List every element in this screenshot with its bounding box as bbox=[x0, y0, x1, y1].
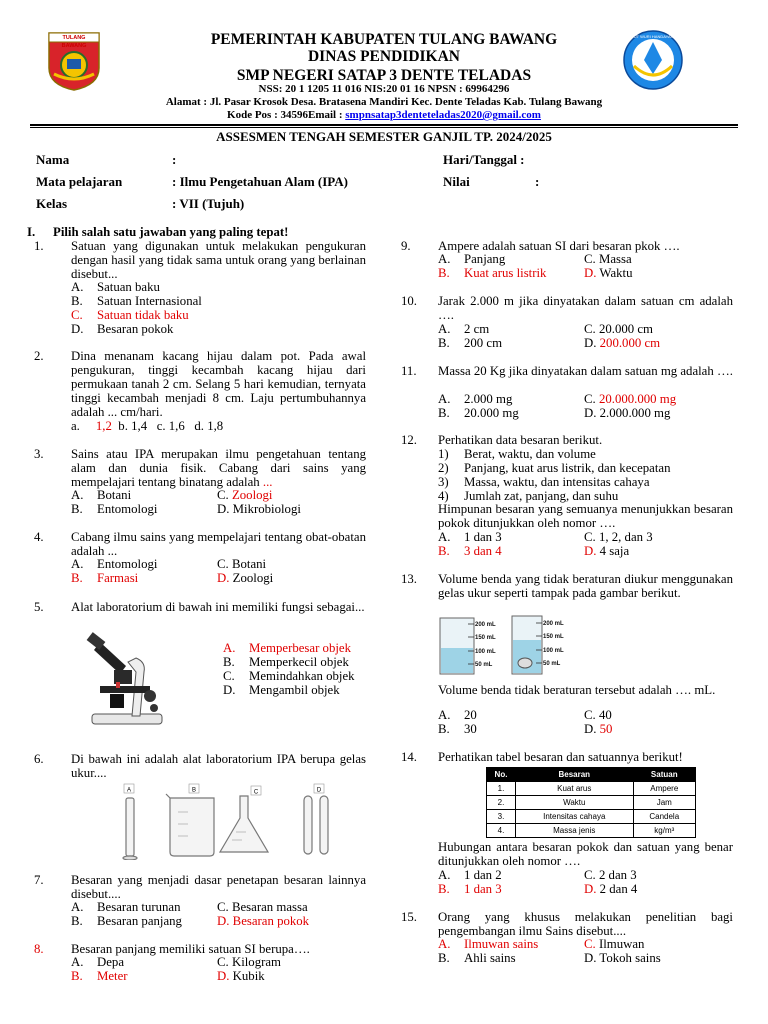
table-header: No. Besaran Satuan bbox=[487, 768, 696, 782]
question-text: Di bawah ini adalah alat laboratorium IPA berupa gelas ukur.... bbox=[71, 752, 366, 780]
q13-option-c[interactable]: C. 40 bbox=[584, 708, 612, 722]
q7-option-c[interactable]: C. Besaran massa bbox=[217, 900, 308, 914]
q2-options bbox=[71, 419, 223, 433]
glassware-label-a: A bbox=[126, 787, 132, 794]
q5-option-a[interactable]: A. Memperbesar objek bbox=[223, 641, 351, 655]
q10-option-c[interactable]: C. 20.000 cm bbox=[584, 322, 653, 336]
q13-prompt: Volume benda tidak beraturan tersebut adalah …. mL. bbox=[438, 683, 716, 697]
q5-option-d[interactable]: D. Mengambil objek bbox=[223, 683, 340, 697]
cylinder2-mark-200: 200 mL bbox=[543, 621, 564, 627]
q14-option-c[interactable]: C. 2 dan 3 bbox=[584, 868, 637, 882]
q4-option-b[interactable]: B. Farmasi bbox=[71, 571, 139, 585]
header-address: Alamat : Jl. Pasar Krosok Desa. Bratasena Mandiri Kec. Dente Teladas Kab. Tulang Bawang bbox=[165, 96, 603, 108]
q15-option-a[interactable]: A. Ilmuwan sains bbox=[438, 937, 539, 951]
q12-item-3: 3) Massa, waktu, dan intensitas cahaya bbox=[438, 475, 650, 489]
cylinder1-mark-200: 200 mL bbox=[475, 622, 496, 628]
q12-option-c[interactable]: C. 1, 2, dan 3 bbox=[584, 530, 653, 544]
cylinder2-mark-50: 50 mL bbox=[543, 661, 561, 667]
question-text: Cabang ilmu sains yang mempelajari tentang obat-obatan adalah ... bbox=[71, 530, 366, 558]
q11-option-c[interactable]: C. 20.000.000 mg bbox=[584, 392, 677, 406]
header-school: SMP NEGERI SATAP 3 DENTE TELADAS bbox=[236, 67, 532, 84]
header-contact bbox=[0, 109, 768, 122]
section-instruction: Pilih salah satu jawaban yang paling tepat! bbox=[53, 225, 289, 239]
table-row: 4. Massa jenis kg/m³ bbox=[487, 824, 696, 838]
q12-option-b[interactable]: B. 3 dan 4 bbox=[438, 544, 502, 558]
cylinder2-mark-150: 150 mL bbox=[543, 634, 564, 640]
q10-option-a[interactable]: A. 2 cm bbox=[438, 322, 490, 336]
question-text: Dina menanam kacang hijau dalam pot. Pada awal pengukuran, tinggi kecambah kacang hijau dari permukaan tanah 2 cm. Selang 5 hari kemudian, ternyata tinggi kecambah menjadi 8 cm. Laju pertumbuhannya adalah ... cm/hari. bbox=[71, 349, 366, 419]
q10-option-b[interactable]: B. 200 cm bbox=[438, 336, 503, 350]
cylinder1-mark-150: 150 mL bbox=[475, 635, 496, 641]
q12-option-a[interactable]: A. 1 dan 3 bbox=[438, 530, 502, 544]
q2-option-d[interactable]: d. 1,8 bbox=[194, 419, 224, 433]
question-number: 4. bbox=[34, 530, 44, 544]
q8-option-c[interactable]: C. Kilogram bbox=[217, 955, 281, 969]
cylinder2-mark-100: 100 mL bbox=[543, 648, 564, 654]
measuring-cylinder-image bbox=[438, 614, 578, 676]
question-number: 9. bbox=[401, 239, 411, 253]
label-hari-tanggal[interactable]: Hari/Tanggal : bbox=[443, 152, 525, 167]
q9-option-a[interactable]: A. Panjang bbox=[438, 252, 506, 266]
right-logo-text: TUT WURI HANDAYANI bbox=[631, 34, 675, 39]
question-text: Volume benda yang tidak beraturan diukur menggunakan gelas ukur seperti tampak pada gambar berikut. bbox=[438, 572, 733, 600]
q8-option-d[interactable]: D. Kubik bbox=[217, 969, 265, 983]
q14-option-d[interactable]: D. 2 dan 4 bbox=[584, 882, 638, 896]
q13-option-b[interactable]: B. 30 bbox=[438, 722, 477, 736]
question-number: 11. bbox=[401, 364, 417, 378]
question-number: 3. bbox=[34, 447, 44, 461]
q1-option-b[interactable]: B. Satuan Internasional bbox=[71, 294, 202, 308]
q2-option-b[interactable]: b. 1,4 bbox=[118, 419, 148, 433]
question-text: Besaran panjang memiliki satuan SI berupa…. bbox=[71, 942, 310, 956]
label-nama: Nama bbox=[36, 152, 70, 167]
question-number: 6. bbox=[34, 752, 44, 766]
q14-option-a[interactable]: A. 1 dan 2 bbox=[438, 868, 502, 882]
question-number: 15. bbox=[401, 910, 417, 924]
q5-option-c[interactable]: C. Memindahkan objek bbox=[223, 669, 355, 683]
label-nilai: Nilai bbox=[443, 174, 470, 189]
q12-item-2: 2) Panjang, kuat arus listrik, dan kecepatan bbox=[438, 461, 671, 475]
q8-option-a[interactable]: A. Depa bbox=[71, 955, 124, 969]
quantity-table bbox=[486, 767, 696, 838]
cylinder1-mark-100: 100 mL bbox=[475, 649, 496, 655]
q9-option-b[interactable]: B. Kuat arus listrik bbox=[438, 266, 547, 280]
value-nama[interactable]: : bbox=[172, 152, 177, 167]
q12-prompt: Himpunan besaran yang semuanya menunjukkan besaran pokok ditunjukkan oleh nomor …. bbox=[438, 502, 733, 530]
header-rule-thin bbox=[30, 127, 738, 128]
header-government: PEMERINTAH KABUPATEN TULANG BAWANG bbox=[210, 31, 558, 48]
question-text: Sains atau IPA merupakan ilmu pengetahuan tentang alam dan dunia fisik. Cabang dari sains yang mempelajari tentang binatang adalah ... bbox=[71, 447, 366, 489]
glassware-label-b: B bbox=[191, 787, 197, 794]
question-number: 2. bbox=[34, 349, 44, 363]
cylinder1-mark-50: 50 mL bbox=[475, 662, 493, 668]
question-number: 7. bbox=[34, 873, 44, 887]
q11-option-a[interactable]: A. 2.000 mg bbox=[438, 392, 513, 406]
question-text: Besaran yang menjadi dasar penetapan besaran lainnya disebut.... bbox=[71, 873, 366, 901]
q3-option-c[interactable]: C. Zoologi bbox=[217, 488, 273, 502]
question-number: 5. bbox=[34, 600, 44, 614]
question-number: 1. bbox=[34, 239, 44, 253]
left-logo-text: TULANG BAWANG bbox=[61, 35, 87, 49]
table-row: 2. Waktu Jam bbox=[487, 796, 696, 810]
header-rule bbox=[30, 124, 738, 126]
q10-option-d[interactable]: D. 200.000 cm bbox=[584, 336, 661, 350]
question-number: 8. bbox=[34, 942, 44, 956]
q15-option-b[interactable]: B. Ahli sains bbox=[438, 951, 516, 965]
header-postcode: Kode Pos : 34596Email : bbox=[227, 109, 346, 121]
glassware-image bbox=[118, 782, 340, 860]
exam-title: ASSESMEN TENGAH SEMESTER GANJIL TP. 2024/2025 bbox=[216, 129, 552, 144]
table-row: 3. Intensitas cahaya Candela bbox=[487, 810, 696, 824]
q14-prompt: Hubungan antara besaran pokok dan satuan yang benar ditunjukkan oleh nomor …. bbox=[438, 840, 733, 868]
q12-item-1: 1) Berat, waktu, dan volume bbox=[438, 447, 596, 461]
label-mapel: Mata pelajaran bbox=[36, 174, 123, 189]
header-office: DINAS PENDIDIKAN bbox=[307, 48, 460, 65]
value-nilai[interactable]: : bbox=[535, 174, 540, 189]
q4-option-d[interactable]: D. Zoologi bbox=[217, 571, 274, 585]
q5-option-b[interactable]: B. Memperkecil objek bbox=[223, 655, 349, 669]
label-kelas: Kelas bbox=[36, 196, 68, 211]
q3-option-b[interactable]: B. Entomologi bbox=[71, 502, 158, 516]
q1-option-c[interactable]: C. Satuan tidak baku bbox=[71, 308, 189, 322]
q13-option-d[interactable]: D. 50 bbox=[584, 722, 613, 736]
q15-option-d[interactable]: D. Tokoh sains bbox=[584, 951, 661, 965]
table-row: 1. Kuat arus Ampere bbox=[487, 782, 696, 796]
q12-item-4: 4) Jumlah zat, panjang, dan suhu bbox=[438, 489, 619, 503]
q9-option-d[interactable]: D. Waktu bbox=[584, 266, 633, 280]
question-text: Satuan yang digunakan untuk melakukan pengukuran dengan hasil yang tidak sama untuk orang yang berlainan disebut... bbox=[71, 239, 366, 281]
q1-option-a[interactable]: A. Satuan baku bbox=[71, 280, 160, 294]
q11-option-d[interactable]: D. 2.000.000 mg bbox=[584, 406, 671, 420]
header-nss: NSS: 20 1 1205 11 016 NIS:20 01 16 NPSN : 69964296 bbox=[258, 83, 510, 95]
email-link[interactable]: smpnsatap3denteteladas2020@gmail.com bbox=[345, 109, 541, 121]
q7-option-d[interactable]: D. Besaran pokok bbox=[217, 914, 310, 928]
question-text: Perhatikan data besaran berikut. bbox=[438, 433, 603, 447]
glassware-label-d: D bbox=[316, 787, 322, 794]
q4-option-a[interactable]: A. Entomologi bbox=[71, 557, 158, 571]
value-mapel: : Ilmu Pengetahuan Alam (IPA) bbox=[172, 174, 348, 189]
question-text: Ampere adalah satuan SI dari besaran pkok …. bbox=[438, 239, 680, 253]
q3-option-d[interactable]: D. Mikrobiologi bbox=[217, 502, 301, 516]
glassware-label-c: C bbox=[253, 789, 259, 796]
q12-option-d[interactable]: D. 4 saja bbox=[584, 544, 630, 558]
value-kelas: : VII (Tujuh) bbox=[172, 196, 245, 211]
q2-option-a[interactable]: a. bbox=[71, 419, 80, 433]
question-text: Perhatikan tabel besaran dan satuannya berikut! bbox=[438, 750, 683, 764]
q7-option-b[interactable]: B. Besaran panjang bbox=[71, 914, 182, 928]
q8-option-b[interactable]: B. Meter bbox=[71, 969, 128, 983]
q15-option-c[interactable]: C. Ilmuwan bbox=[584, 937, 645, 951]
q13-option-a[interactable]: A. 20 bbox=[438, 708, 477, 722]
question-number: 13. bbox=[401, 572, 417, 586]
question-text: Alat laboratorium di bawah ini memiliki fungsi sebagai... bbox=[71, 600, 365, 614]
q3-option-a[interactable]: A. Botani bbox=[71, 488, 132, 502]
q2-option-c[interactable]: c. 1,6 bbox=[156, 419, 185, 433]
q11-option-b[interactable]: B. 20.000 mg bbox=[438, 406, 519, 420]
question-text: Massa 20 Kg jika dinyatakan dalam satuan mg adalah …. bbox=[438, 364, 733, 378]
microscope-image bbox=[70, 632, 174, 728]
q7-option-a[interactable]: A. Besaran turunan bbox=[71, 900, 181, 914]
q9-option-c[interactable]: C. Massa bbox=[584, 252, 632, 266]
question-number: 12. bbox=[401, 433, 417, 447]
question-text: Orang yang khusus melakukan penelitian bagi pengembangan ilmu Sains disebut.... bbox=[438, 910, 733, 938]
question-number: 14. bbox=[401, 750, 417, 764]
q4-option-c[interactable]: C. Botani bbox=[217, 557, 267, 571]
q2-option-a-value[interactable]: 1,2 bbox=[95, 419, 112, 433]
question-number: 10. bbox=[401, 294, 417, 308]
section-number: I. bbox=[27, 225, 36, 239]
question-text: Jarak 2.000 m jika dinyatakan dalam satuan cm adalah …. bbox=[438, 294, 733, 322]
q1-option-d[interactable]: D. Besaran pokok bbox=[71, 322, 174, 336]
q14-option-b[interactable]: B. 1 dan 3 bbox=[438, 882, 502, 896]
